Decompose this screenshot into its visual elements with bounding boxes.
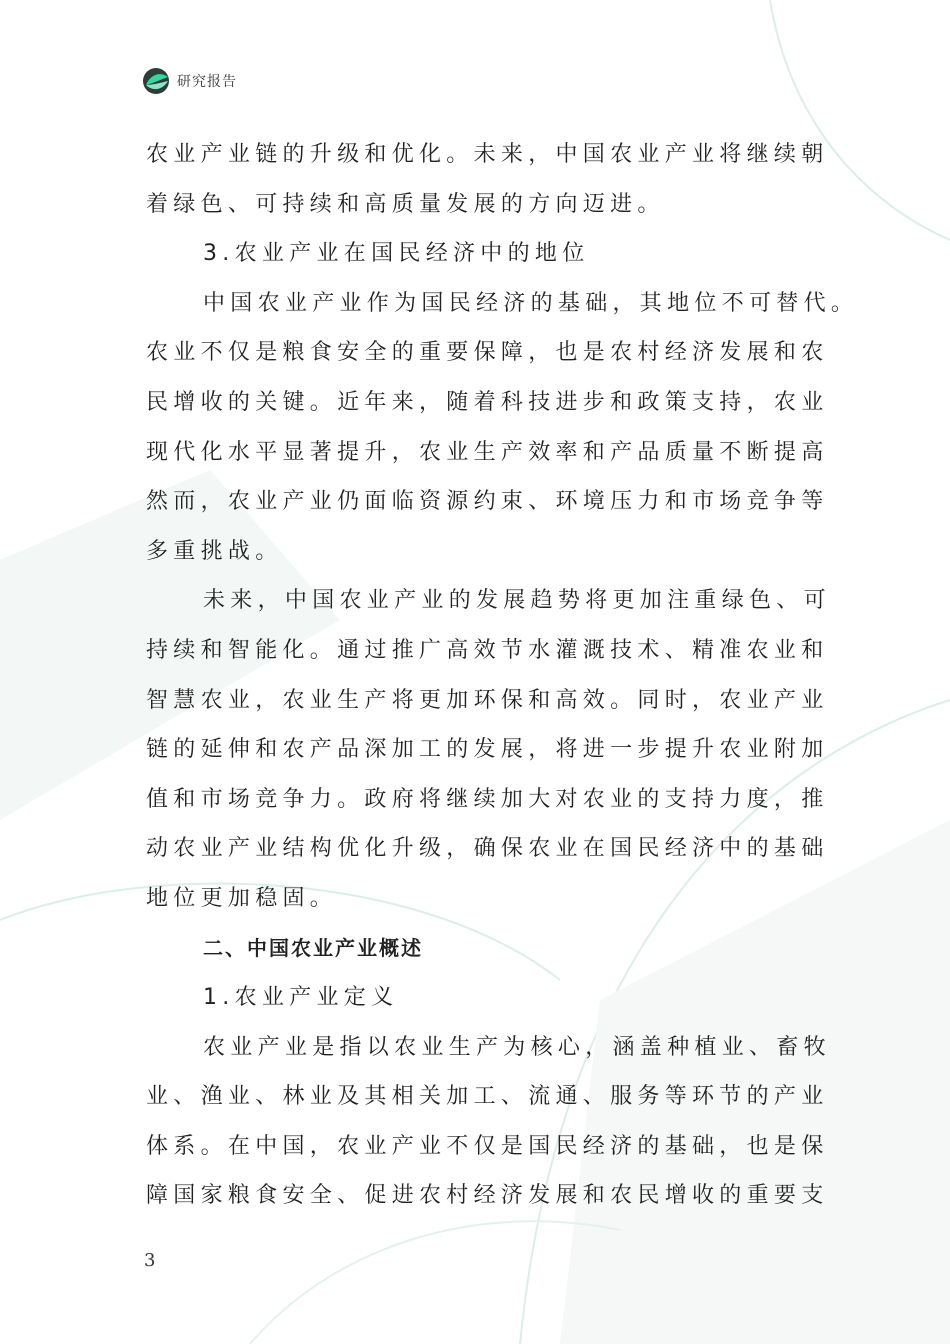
paragraph-line: 地位更加稳固。	[146, 885, 338, 911]
paragraph-line: 着绿色、可持续和高质量发展的方向迈进。	[146, 191, 665, 217]
paragraph-line: 多重挑战。	[146, 538, 283, 564]
paragraph-line: 链的延伸和农产品深加工的发展，将进一步提升农业附加	[146, 737, 829, 763]
paragraph-line: 农业产业链的升级和优化。未来，中国农业产业将继续朝	[146, 142, 829, 167]
logo-icon	[142, 67, 170, 95]
header-title: 研究报告	[177, 74, 237, 90]
paragraph-line: 民增收的关键。近年来，随着科技进步和政策支持，农业	[146, 389, 829, 415]
paragraph-line: 持续和智能化。通过推广高效节水灌溉技术、精准农业和	[146, 637, 829, 663]
page-header	[142, 66, 237, 96]
paragraph-line: 然而，农业产业仍面临资源约束、环境压力和市场竞争等	[146, 489, 829, 515]
paragraph-line: 障国家粮食安全、促进农村经济发展和农民增收的重要支	[146, 1183, 829, 1209]
section-subheading: 1.农业产业定义	[203, 985, 399, 1011]
paragraph-line: 体系。在中国，农业产业不仅是国民经济的基础，也是保	[146, 1133, 829, 1159]
page-number: 3	[144, 1250, 156, 1271]
paragraph-line: 业、渔业、林业及其相关加工、流通、服务等环节的产业	[146, 1084, 829, 1110]
document-body	[146, 130, 859, 1221]
paragraph-line: 未来，中国农业产业的发展趋势将更加注重绿色、可	[203, 588, 831, 614]
paragraph-line: 农业不仅是粮食安全的重要保障，也是农村经济发展和农	[146, 340, 829, 366]
paragraph-line: 值和市场竞争力。政府将继续加大对农业的支持力度，推	[146, 786, 829, 812]
section-subheading: 3.农业产业在国民经济中的地位	[203, 241, 590, 267]
paragraph-line: 现代化水平显著提升，农业生产效率和产品质量不断提高	[146, 439, 829, 465]
section-heading: 二、中国农业产业概述	[203, 935, 423, 960]
paragraph-line: 中国农业产业作为国民经济的基础，其地位不可替代。	[203, 290, 859, 316]
paragraph-line: 智慧农业，农业生产将更加环保和高效。同时，农业产业	[146, 687, 829, 713]
paragraph-line: 农业产业是指以农业生产为核心，涵盖种植业、畜牧	[203, 1034, 831, 1060]
paragraph-line: 动农业产业结构优化升级，确保农业在国民经济中的基础	[146, 836, 829, 862]
